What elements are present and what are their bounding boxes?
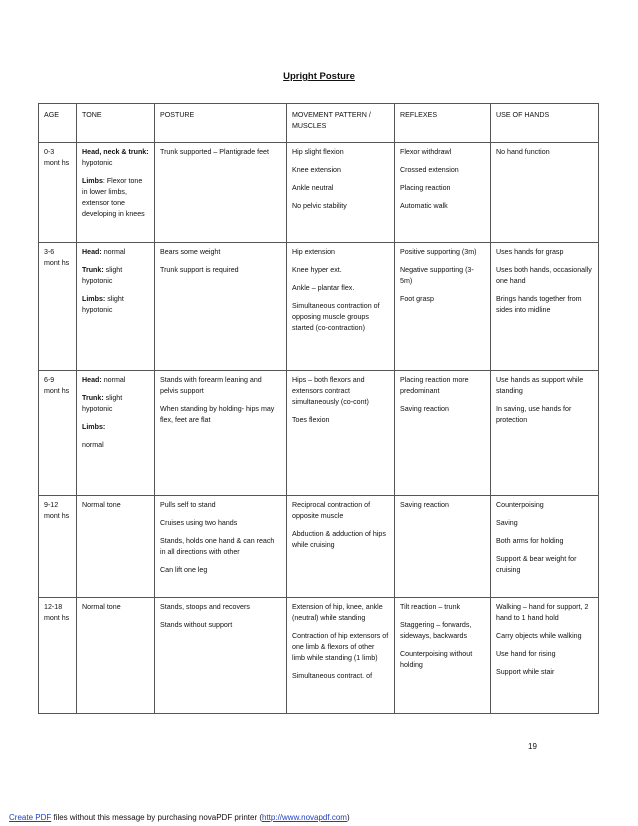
posture-cell (155, 371, 287, 496)
cell-line: Brings hands together from sides into midline (496, 295, 582, 314)
tone-cell (77, 496, 155, 598)
cell-line (82, 176, 149, 220)
hands-cell (491, 371, 599, 496)
cell-line: In saving, use hands for protection (496, 405, 572, 424)
pdf-footer (9, 813, 350, 822)
tone-cell (77, 371, 155, 496)
page-number: 19 (528, 742, 537, 751)
cell-line: Stands without support (160, 621, 233, 629)
posture-cell (155, 243, 287, 371)
cell-line: Use hands as support while standing (496, 376, 584, 395)
age-cell (39, 598, 77, 714)
cell-line: Reciprocal contraction of opposite muscle (292, 501, 371, 520)
cell-line-text: slight hypotonic (82, 394, 123, 413)
cell-line: Hips – both flexors and extensors contract simultaneously (co-cont) (292, 376, 369, 406)
cell-line (82, 500, 149, 511)
cell-line: 6-9 mont hs (44, 376, 70, 395)
age-cell (39, 143, 77, 243)
cell-line: Automatic walk (400, 202, 448, 210)
cell-line-label: Head: (82, 376, 102, 384)
column-header-movement: MOVEMENT PATTERN / MUSCLES (287, 104, 395, 143)
cell-line: 12-18 mont hs (44, 603, 70, 622)
movement-cell (287, 243, 395, 371)
table-row (39, 598, 599, 714)
cell-line: Stands, stoops and recovers (160, 603, 250, 611)
cell-line: Ankle neutral (292, 184, 334, 192)
tone-cell (77, 243, 155, 371)
hands-cell (491, 243, 599, 371)
table-header-row (39, 104, 599, 143)
cell-line: Contraction of hip extensors of one limb & flexors of other limb while standing (1 limb) (292, 632, 389, 662)
cell-line: Support & bear weight for cruising (496, 555, 577, 574)
column-header-hands: USE OF HANDS (491, 104, 599, 143)
cell-line: Trunk support is required (160, 266, 239, 274)
cell-line-text: normal (101, 376, 126, 384)
cell-line: 3-6 mont hs (44, 248, 70, 267)
age-cell (39, 496, 77, 598)
table-row (39, 371, 599, 496)
table-row (39, 496, 599, 598)
cell-line-text: slight hypotonic (82, 266, 123, 285)
cell-line-text: hypotonic (82, 159, 113, 167)
cell-line: Cruises using two hands (160, 519, 238, 527)
footer-end: ) (346, 813, 350, 822)
novapdf-link[interactable]: http://www.novapdf.com (262, 813, 347, 822)
cell-line: Uses hands for grasp (496, 248, 564, 256)
column-header-reflexes: REFLEXES (395, 104, 491, 143)
cell-line: Trunk supported – Plantigrade feet (160, 148, 269, 156)
cell-line-text: Normal tone (82, 603, 121, 611)
table-row (39, 143, 599, 243)
cell-line: Counterpoising without holding (400, 650, 473, 669)
cell-line (82, 375, 149, 386)
cell-line: No pelvic stability (292, 202, 347, 210)
cell-line: Knee hyper ext. (292, 266, 342, 274)
cell-line: Can lift one leg (160, 566, 208, 574)
posture-cell (155, 143, 287, 243)
tone-cell (77, 598, 155, 714)
cell-line: Positive supporting (3m) (400, 248, 477, 256)
reflexes-cell (395, 143, 491, 243)
reflexes-cell (395, 371, 491, 496)
cell-line: Simultaneous contract. of (292, 672, 373, 680)
cell-line: Tilt reaction – trunk (400, 603, 461, 611)
cell-line: Uses both hands, occasionally one hand (496, 266, 592, 285)
cell-line: Saving reaction (400, 501, 449, 509)
cell-line: Placing reaction more predominant (400, 376, 469, 395)
reflexes-cell (395, 598, 491, 714)
cell-line-label: Head: (82, 248, 102, 256)
posture-cell (155, 598, 287, 714)
cell-line: Bears some weight (160, 248, 221, 256)
column-header-posture: POSTURE (155, 104, 287, 143)
hands-cell (491, 598, 599, 714)
cell-line: Both arms for holding (496, 537, 564, 545)
cell-line: Ankle – plantar flex. (292, 284, 355, 292)
cell-line: Toes flexion (292, 416, 330, 424)
cell-line: Support while stair (496, 668, 555, 676)
reflexes-cell (395, 496, 491, 598)
cell-line (82, 265, 149, 287)
movement-cell (287, 143, 395, 243)
cell-line: Flexor withdrawl (400, 148, 452, 156)
hands-cell (491, 496, 599, 598)
cell-line-label: Limbs: (82, 295, 106, 303)
cell-line: Foot grasp (400, 295, 434, 303)
cell-line: Hip extension (292, 248, 335, 256)
reflexes-cell (395, 243, 491, 371)
cell-line (82, 294, 149, 316)
table-body (39, 143, 599, 714)
cell-line: Stands with forearm leaning and pelvis support (160, 376, 262, 395)
tone-cell (77, 143, 155, 243)
cell-line-label: Head, neck & trunk: (82, 148, 149, 156)
cell-line (82, 247, 149, 258)
cell-line: Hip slight flexion (292, 148, 344, 156)
cell-line: Carry objects while walking (496, 632, 582, 640)
cell-line: 0-3 mont hs (44, 148, 70, 167)
cell-line-label: Limbs (82, 177, 103, 185)
movement-cell (287, 371, 395, 496)
cell-line-text: normal (82, 441, 104, 449)
cell-line: Knee extension (292, 166, 341, 174)
cell-line (82, 147, 149, 169)
footer-text: files without this message by purchasing novaPDF printer ( (51, 813, 262, 822)
posture-table (38, 103, 599, 714)
table-row (39, 243, 599, 371)
cell-line: Crossed extension (400, 166, 459, 174)
cell-line (82, 393, 149, 415)
cell-line (82, 422, 149, 433)
cell-line: Saving (496, 519, 518, 527)
cell-line-text: : Flexor tone in lower limbs, extensor tone developing in knees (82, 177, 145, 218)
cell-line: Extension of hip, knee, ankle (neutral) while standing (292, 603, 383, 622)
cell-line-label: Trunk: (82, 266, 104, 274)
cell-line: Placing reaction (400, 184, 451, 192)
column-header-tone: TONE (77, 104, 155, 143)
create-pdf-link[interactable]: Create PDF (9, 813, 52, 822)
cell-line-text: normal (101, 248, 126, 256)
hands-cell (491, 143, 599, 243)
cell-line-text: slight hypotonic (82, 295, 124, 314)
document-title: Upright Posture (283, 71, 355, 82)
cell-line: Stands, holds one hand & can reach in all directions with other (160, 537, 275, 556)
cell-line: Abduction & adduction of hips while cruising (292, 530, 386, 549)
movement-cell (287, 598, 395, 714)
cell-line: Simultaneous contraction of opposing muscle groups started (co-contraction) (292, 302, 380, 332)
column-header-age: AGE (39, 104, 77, 143)
cell-line: Pulls self to stand (160, 501, 216, 509)
cell-line: Saving reaction (400, 405, 449, 413)
cell-line: Counterpoising (496, 501, 544, 509)
movement-cell (287, 496, 395, 598)
posture-cell (155, 496, 287, 598)
cell-line: No hand function (496, 148, 550, 156)
age-cell (39, 243, 77, 371)
cell-line (82, 602, 149, 613)
cell-line: Negative supporting (3-5m) (400, 266, 474, 285)
cell-line-label: Trunk: (82, 394, 104, 402)
cell-line: 9-12 mont hs (44, 501, 70, 520)
cell-line-label: Limbs: (82, 423, 106, 431)
cell-line: Use hand for rising (496, 650, 556, 658)
cell-line (82, 440, 149, 451)
cell-line: Staggering – forwards, sideways, backwards (400, 621, 472, 640)
cell-line: When standing by holding- hips may flex, feet are flat (160, 405, 275, 424)
cell-line-text: Normal tone (82, 501, 121, 509)
age-cell (39, 371, 77, 496)
cell-line: Walking – hand for support, 2 hand to 1 hand hold (496, 603, 589, 622)
